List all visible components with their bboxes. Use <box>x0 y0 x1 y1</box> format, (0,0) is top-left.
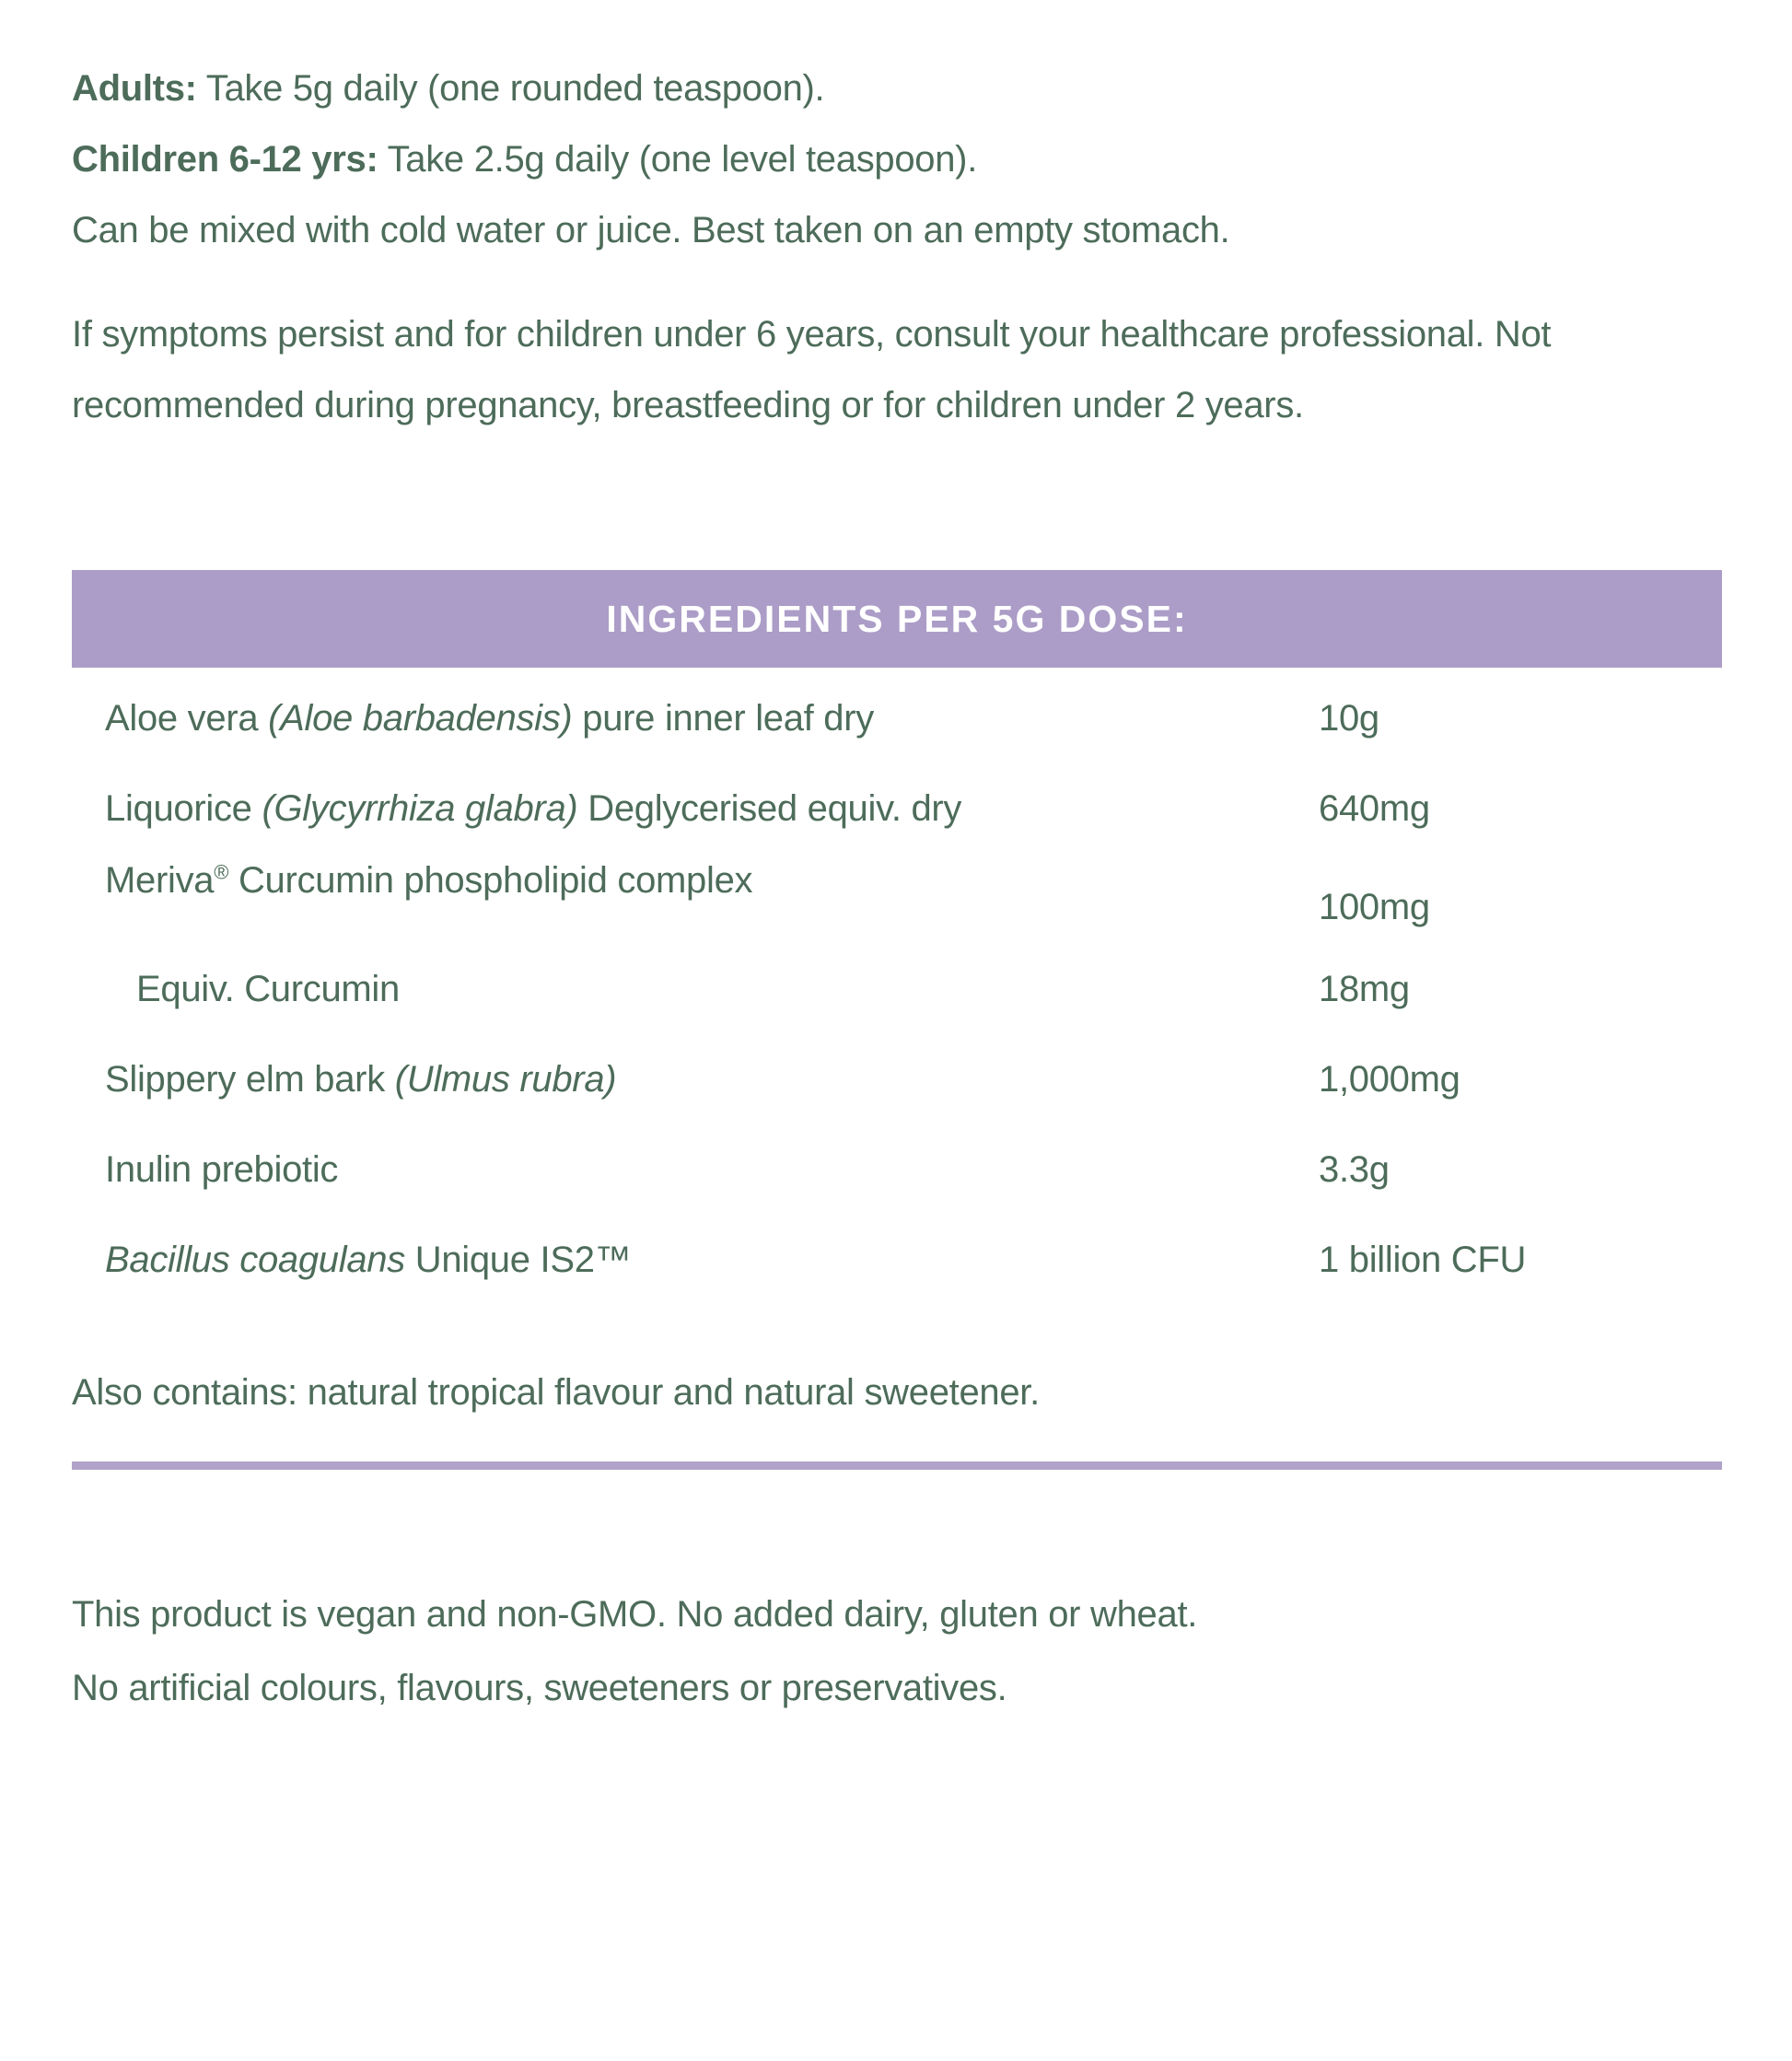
ingredient-amount: 1 billion CFU <box>1319 1240 1527 1280</box>
ingredient-amount: 10g <box>1319 698 1379 739</box>
ingredients-header-title: INGREDIENTS PER 5G DOSE: <box>606 597 1188 640</box>
children-dose-line <box>72 124 1722 195</box>
adults-dose-text: Take 5g daily (one rounded teaspoon). <box>196 68 825 109</box>
warning-paragraph: If symptoms persist and for children under 6 years, consult your healthcare professional. Not recommended during pregnancy, breastfeeding or for children under 2 years. <box>72 314 1552 425</box>
children-dose-text: Take 2.5g daily (one level teaspoon). <box>378 139 978 180</box>
ingredient-name: Aloe vera (Aloe barbadensis) pure inner leaf dry <box>105 698 874 739</box>
mixing-instruction: Can be mixed with cold water or juice. Best taken on an empty stomach. <box>72 210 1230 250</box>
no-artificial-note: No artificial colours, flavours, sweeteners or preservatives. <box>72 1668 1007 1708</box>
registered-trademark-symbol: ® <box>214 860 229 884</box>
ingredient-amount: 1,000mg <box>1319 1059 1460 1100</box>
adults-dose-label: Adults: <box>72 68 197 109</box>
ingredient-name: Bacillus coagulans Unique IS2™ <box>105 1240 632 1280</box>
ingredient-row-liquorice <box>72 763 1722 854</box>
section-divider <box>72 1461 1722 1470</box>
ingredient-row-meriva-curcumin <box>72 854 1722 944</box>
product-notes-section <box>72 1578 1722 1725</box>
ingredient-name: Inulin prebiotic <box>105 1149 339 1190</box>
ingredient-name: Equiv. Curcumin <box>136 969 400 1009</box>
ingredient-amount: 100mg <box>1319 887 1430 927</box>
ingredient-name: Liquorice (Glycyrrhiza glabra) Deglycerised equiv. dry <box>105 788 962 829</box>
children-dose-label: Children 6-12 yrs: <box>72 139 378 180</box>
ingredient-row-aloe-vera <box>72 673 1722 763</box>
ingredients-header-banner <box>72 570 1722 668</box>
ingredient-row-bacillus-coagulans <box>72 1215 1722 1305</box>
vegan-nongmo-note: This product is vegan and non-GMO. No added dairy, gluten or wheat. <box>72 1594 1198 1635</box>
ingredient-amount: 18mg <box>1319 969 1410 1009</box>
ingredient-row-slippery-elm <box>72 1034 1722 1124</box>
directions-section <box>72 53 1722 266</box>
also-contains-note: Also contains: natural tropical flavour and natural sweetener. <box>72 1372 1040 1413</box>
ingredient-amount: 640mg <box>1319 788 1430 829</box>
ingredient-row-equiv-curcumin <box>72 944 1722 1034</box>
ingredient-name: Slippery elm bark (Ulmus rubra) <box>105 1059 617 1100</box>
ingredient-row-inulin <box>72 1124 1722 1215</box>
ingredients-table <box>72 673 1722 1305</box>
ingredient-name: Meriva® Curcumin phospholipid complex <box>105 860 753 901</box>
ingredient-amount: 3.3g <box>1319 1149 1390 1190</box>
adults-dose-line <box>72 53 1722 124</box>
